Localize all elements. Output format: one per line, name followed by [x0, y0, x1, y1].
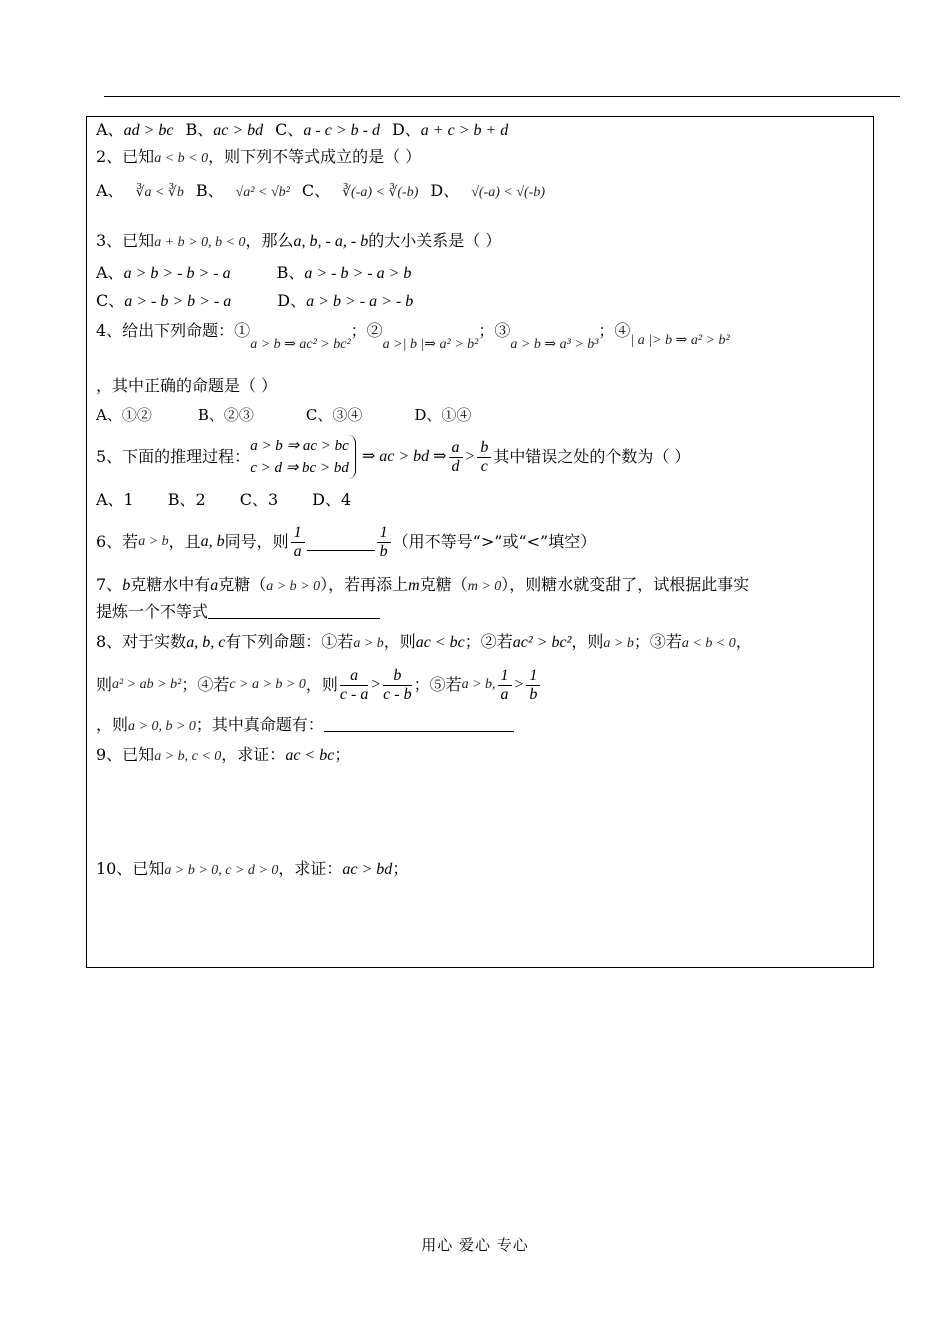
- q5-option-a: A、1: [96, 490, 134, 509]
- q1-d-expr: a + c > b + d: [420, 122, 509, 139]
- q8-fraction-4: $\frac{1}{b}$: [526, 667, 540, 704]
- q8-line-1: [96, 631, 752, 655]
- q7-line-2: [96, 601, 380, 623]
- q2-d-expr: √(-a) < √(-b): [471, 185, 545, 200]
- q3-stem-post: 的大小关系是（ ）: [368, 231, 502, 250]
- q1-d-label: D、: [391, 120, 421, 139]
- q4-stem-post: [96, 375, 277, 397]
- q1-c-label: C、: [275, 120, 304, 139]
- q6-fraction-a: $\frac{1}{a}$: [291, 524, 305, 561]
- q4-proposition-4: | a |> b ⇒ a² > b²: [630, 333, 730, 348]
- q10-goal: ac > bd: [342, 861, 393, 878]
- q8-cond-5: a > b,: [461, 677, 496, 692]
- q8-answer-blank[interactable]: [324, 715, 514, 732]
- q2-c-label: C、: [301, 181, 331, 200]
- q8-cond-1: a > b: [353, 636, 384, 651]
- q2-c-expr: ∛(-a) < ∛(-b): [342, 185, 419, 200]
- q3-options-ab: [96, 262, 411, 285]
- q5-implies: ⇒ ac > bd ⇒: [361, 448, 447, 465]
- q2-condition: a < b < 0: [154, 151, 209, 166]
- q5-stem: [96, 432, 690, 482]
- q7-var-b: b: [122, 577, 131, 594]
- q4-stem: [96, 320, 730, 356]
- q2-stem-pre: 2、已知: [96, 147, 155, 166]
- q8-l2-text-3: ，则: [305, 675, 338, 694]
- q2-a-label: A、: [96, 181, 124, 200]
- q8-result-5: a > 0, b > 0: [128, 719, 196, 734]
- q3-d-label: D、: [277, 291, 307, 310]
- q8-text-2: 有下列命题：①若: [225, 632, 354, 651]
- q8-gt-1: >: [370, 676, 382, 693]
- q3-stem-pre: 3、已知: [96, 231, 155, 250]
- q9-mid: ，求证：: [221, 745, 286, 764]
- page-footer: 用心 爱心 专心: [421, 1236, 529, 1254]
- q5-stem-post: 其中错误之处的个数为（ ）: [493, 447, 691, 466]
- q8-text-7: ，: [735, 632, 752, 651]
- q8-text-4: ；②若: [464, 632, 513, 651]
- q3-a-label: A、: [96, 263, 124, 282]
- q6-mid: ，且: [168, 532, 201, 551]
- q8-text-6: ；③若: [633, 632, 682, 651]
- q6-stem: [96, 518, 596, 566]
- q4-option-a: A、①②: [96, 406, 152, 424]
- q5-gt: >: [464, 448, 476, 465]
- q7-text-3: ），若再添上: [320, 575, 409, 594]
- q8-l3-text-1: ，则: [96, 715, 129, 734]
- q8-text-1: 8、对于实数: [96, 632, 187, 651]
- q8-cond-3: a < b < 0: [681, 636, 736, 651]
- q1-b-label: B、: [185, 120, 214, 139]
- q6-condition: a > b: [138, 534, 169, 549]
- q4-option-b: B、②③: [197, 406, 254, 424]
- q10-stem-pre: 10、已知: [96, 859, 165, 878]
- q3-options-cd: [96, 290, 413, 313]
- q10-end: ；: [392, 859, 409, 878]
- q8-fraction-2: $\frac{b}{c - b}$: [383, 666, 412, 703]
- q5-fraction-2: $\frac{b}{c}$: [477, 439, 491, 476]
- q7-text-4: 克糖（: [419, 575, 468, 594]
- q3-a-expr: a > b > - b > - a: [123, 265, 231, 282]
- q3-condition: a + b > 0, b < 0: [154, 235, 246, 250]
- q9-goal: ac < bc: [285, 747, 335, 764]
- q6-mid2: 同号，则: [224, 532, 289, 551]
- q8-cond-2: ac² > bc²: [512, 634, 572, 651]
- q3-stem-mid: ，那么: [245, 231, 294, 250]
- q7-line-1: 7、b克糖水中有a克糖（a > b > 0），若再添上m克糖（m > 0），则糖水就变甜了，试根据此事实: [96, 575, 750, 594]
- q8-l2-text-2: ；④若: [181, 675, 230, 694]
- q7-condition-1: a > b > 0: [266, 579, 321, 594]
- q6-stem-pre: 6、若: [96, 532, 139, 551]
- q2-b-expr: √a² < √b²: [235, 185, 290, 200]
- q2-stem-post: ，则下列不等式成立的是（ ）: [208, 147, 422, 166]
- q8-fraction-1: $\frac{a}{c - a}$: [339, 666, 369, 703]
- q4-option-d: D、①④: [414, 406, 472, 424]
- q8-fraction-3: $\frac{1}{a}$: [498, 667, 512, 704]
- q2-stem: [96, 146, 421, 170]
- q3-b-label: B、: [276, 263, 305, 282]
- q7-text-5: ），则糖水就变甜了，试根据此事实: [501, 575, 750, 594]
- q3-stem: [96, 230, 501, 254]
- q3-d-expr: a > b > - a > - b: [306, 293, 414, 310]
- q1-a-expr: ad > bc: [123, 122, 174, 139]
- q3-vars: a, b, - a, - b: [293, 233, 369, 250]
- q3-c-label: C、: [96, 291, 125, 310]
- q10-stem: [96, 858, 408, 882]
- q10-mid: ，求证：: [278, 859, 343, 878]
- q4-proposition-1: a > b ⇒ ac² > bc²: [250, 337, 351, 352]
- q5-option-d: D、4: [312, 490, 352, 509]
- q5-option-c: C、3: [239, 490, 279, 509]
- q8-result-3: a² > ab > b²: [112, 677, 182, 692]
- q4-option-c: C、③④: [305, 406, 363, 424]
- q6-vars: a, b: [200, 533, 225, 550]
- q4-question: ，其中正确的命题是（ ）: [96, 376, 278, 395]
- q1-a-label: A、: [96, 120, 124, 139]
- q8-l2-text-4: ；⑤若: [413, 675, 462, 694]
- q3-b-expr: a > - b > - a > b: [304, 265, 412, 282]
- q7-answer-blank[interactable]: [208, 602, 380, 619]
- q4-stem-pre: 4、给出下列命题：①: [96, 321, 251, 340]
- q6-fraction-b: $\frac{1}{b}$: [377, 524, 391, 561]
- q1-options: [96, 119, 508, 142]
- q6-answer-blank[interactable]: [307, 534, 375, 551]
- q5-brace-system: [250, 435, 356, 479]
- q7-text-1: 克糖水中有: [130, 575, 211, 594]
- q2-options: [96, 180, 545, 204]
- q10-condition: a > b > 0, c > d > 0: [164, 863, 279, 878]
- q8-l2-text-1: 则: [96, 675, 113, 694]
- q7-condition-2: m > 0: [467, 579, 502, 594]
- q7-var-m: m: [408, 577, 420, 594]
- q8-text-5: ，则: [571, 632, 604, 651]
- q4-sep-2: ；②: [350, 321, 383, 340]
- q4-options: [96, 404, 471, 426]
- q2-a-expr: ∛a < ∛b: [135, 185, 184, 200]
- q4-sep-3: ；③: [478, 321, 511, 340]
- q4-sep-4: ；④: [598, 321, 631, 340]
- q8-gt-2: >: [513, 676, 525, 693]
- q8-line-3: [96, 714, 514, 738]
- q4-proposition-2: a >| b |⇒ a² > b²: [382, 337, 479, 352]
- q1-b-expr: ac > bd: [213, 122, 264, 139]
- q2-b-label: B、: [195, 181, 224, 200]
- q9-condition: a > b, c < 0: [154, 749, 222, 764]
- q5-fraction-1: $\frac{a}{d}$: [449, 439, 463, 476]
- q5-stem-pre: 5、下面的推理过程：: [96, 447, 251, 466]
- q5-option-b: B、2: [167, 490, 206, 509]
- q5-row-2: c > d ⇒ bc > bd: [250, 460, 349, 476]
- q7-text-6: 提炼一个不等式: [96, 602, 209, 621]
- q3-c-expr: a > - b > b > - a: [124, 293, 232, 310]
- q4-proposition-3: a > b ⇒ a³ > b³: [510, 337, 599, 352]
- q9-stem: [96, 744, 350, 768]
- q8-result-2: a > b: [603, 636, 634, 651]
- q9-stem-pre: 9、已知: [96, 745, 155, 764]
- q5-row-1: a > b ⇒ ac > bc: [250, 438, 349, 454]
- q8-cond-4: c > a > b > 0: [229, 677, 306, 692]
- q7-var-a: a: [210, 577, 219, 594]
- q7-text-2: 克糖（: [218, 575, 267, 594]
- q8-text-3: ，则: [383, 632, 416, 651]
- header-rule: [104, 96, 900, 97]
- q6-stem-post: （用不等号“>”或“<”填空）: [392, 532, 597, 551]
- q8-l3-text-2: ；其中真命题有：: [195, 715, 324, 734]
- q8-vars: a, b, c: [186, 634, 226, 651]
- q8-result-1: ac < bc: [415, 634, 465, 651]
- q9-end: ；: [334, 745, 351, 764]
- q1-c-expr: a - c > b - d: [303, 122, 380, 139]
- q8-line-2: [96, 662, 542, 708]
- q5-options: [96, 489, 351, 511]
- q2-d-label: D、: [430, 181, 460, 200]
